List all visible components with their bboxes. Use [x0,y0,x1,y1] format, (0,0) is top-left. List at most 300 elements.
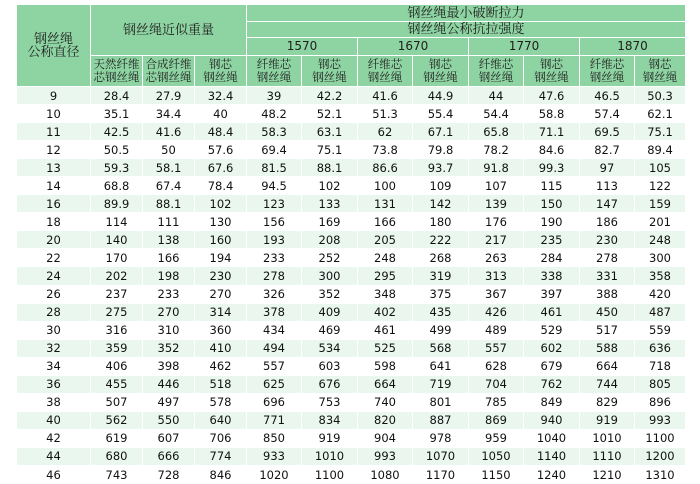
value-cell: 28.4 [91,87,143,105]
value-cell: 940 [524,411,580,429]
value-cell: 378 [247,303,302,321]
value-cell: 47.6 [524,87,580,105]
value-cell: 568 [413,339,469,357]
table-row [17,321,686,339]
value-cell: 641 [413,357,469,375]
diameter-cell: 12 [17,141,91,159]
value-cell: 993 [635,411,686,429]
value-cell: 598 [358,357,413,375]
value-cell: 352 [302,285,358,303]
table-container [16,4,685,484]
value-cell: 69.5 [580,123,635,141]
value-cell: 849 [524,393,580,411]
value-cell: 1240 [524,465,580,483]
value-cell: 740 [358,393,413,411]
header-tensile-strength: 钢丝绳公称抗拉强度 [247,22,686,38]
value-cell: 252 [302,249,358,267]
table-row [17,357,686,375]
value-cell: 358 [635,267,686,285]
value-cell: 65.8 [469,123,524,141]
value-cell: 102 [302,177,358,195]
value-cell: 71.1 [524,123,580,141]
value-cell: 50.3 [635,87,686,105]
value-cell: 1150 [469,465,524,483]
value-cell: 676 [302,375,358,393]
value-cell: 300 [635,249,686,267]
value-cell: 113 [580,177,635,195]
value-cell: 54.4 [469,105,524,123]
value-cell: 62 [358,123,413,141]
value-cell: 360 [195,321,247,339]
value-cell: 50 [143,141,195,159]
value-cell: 993 [358,447,413,465]
value-cell: 84.6 [524,141,580,159]
value-cell: 398 [143,357,195,375]
value-cell: 52.1 [302,105,358,123]
value-cell: 679 [524,357,580,375]
value-cell: 130 [195,213,247,231]
value-cell: 919 [580,411,635,429]
value-cell: 89.4 [635,141,686,159]
value-cell: 111 [143,213,195,231]
value-cell: 455 [91,375,143,393]
diameter-cell: 32 [17,339,91,357]
value-cell: 1040 [524,429,580,447]
value-cell: 235 [524,231,580,249]
value-cell: 762 [524,375,580,393]
value-cell: 41.6 [143,123,195,141]
value-cell: 59.3 [91,159,143,177]
value-cell: 46.5 [580,87,635,105]
value-cell: 190 [524,213,580,231]
value-cell: 771 [247,411,302,429]
header-diameter: 钢丝绳 公称直径 [17,5,91,87]
value-cell: 625 [247,375,302,393]
table-row [17,339,686,357]
value-cell: 728 [143,465,195,483]
value-cell: 409 [302,303,358,321]
value-cell: 233 [247,249,302,267]
value-cell: 194 [195,249,247,267]
value-cell: 131 [358,195,413,213]
value-cell: 640 [195,411,247,429]
value-cell: 222 [413,231,469,249]
value-cell: 88.1 [302,159,358,177]
value-cell: 462 [195,357,247,375]
value-cell: 42.2 [302,87,358,105]
header-grade-1870: 1870 [580,38,686,56]
value-cell: 109 [413,177,469,195]
value-cell: 94.5 [247,177,302,195]
table-row [17,267,686,285]
value-cell: 107 [469,177,524,195]
value-cell: 78.2 [469,141,524,159]
value-cell: 887 [413,411,469,429]
value-cell: 89.9 [91,195,143,213]
value-cell: 348 [358,285,413,303]
value-cell: 78.4 [195,177,247,195]
value-cell: 557 [469,339,524,357]
value-cell: 494 [247,339,302,357]
header-1570-steel-core: 钢芯 钢丝绳 [302,56,358,87]
header-1670-fiber-core: 纤维芯 钢丝绳 [358,56,413,87]
diameter-cell: 38 [17,393,91,411]
header-1570-fiber-core: 纤维芯 钢丝绳 [247,56,302,87]
value-cell: 275 [91,303,143,321]
value-cell: 507 [91,393,143,411]
value-cell: 42.5 [91,123,143,141]
value-cell: 562 [91,411,143,429]
value-cell: 44.9 [413,87,469,105]
table-row [17,195,686,213]
value-cell: 719 [413,375,469,393]
diameter-cell: 14 [17,177,91,195]
value-cell: 497 [143,393,195,411]
value-cell: 133 [302,195,358,213]
value-cell: 420 [635,285,686,303]
value-cell: 1020 [247,465,302,483]
value-cell: 1210 [580,465,635,483]
value-cell: 268 [413,249,469,267]
table-row [17,87,686,105]
value-cell: 550 [143,411,195,429]
value-cell: 32.4 [195,87,247,105]
table-row [17,285,686,303]
value-cell: 534 [302,339,358,357]
value-cell: 313 [469,267,524,285]
value-cell: 1140 [524,447,580,465]
header-breaking-force: 钢丝绳最小破断拉力 [247,5,686,22]
wire-rope-table [16,4,686,484]
value-cell: 67.6 [195,159,247,177]
value-cell: 68.8 [91,177,143,195]
value-cell: 310 [143,321,195,339]
value-cell: 58.3 [247,123,302,141]
table-row [17,231,686,249]
value-cell: 805 [635,375,686,393]
value-cell: 230 [195,267,247,285]
value-cell: 55.4 [413,105,469,123]
value-cell: 147 [580,195,635,213]
value-cell: 41.6 [358,87,413,105]
value-cell: 156 [247,213,302,231]
value-cell: 959 [469,429,524,447]
value-cell: 850 [247,429,302,447]
value-cell: 138 [143,231,195,249]
value-cell: 397 [524,285,580,303]
header-1870-fiber-core: 纤维芯 钢丝绳 [580,56,635,87]
value-cell: 820 [358,411,413,429]
value-cell: 140 [91,231,143,249]
value-cell: 139 [469,195,524,213]
value-cell: 40 [195,105,247,123]
value-cell: 201 [635,213,686,231]
value-cell: 402 [358,303,413,321]
value-cell: 75.1 [302,141,358,159]
value-cell: 406 [91,357,143,375]
value-cell: 696 [247,393,302,411]
diameter-cell: 36 [17,375,91,393]
value-cell: 602 [524,339,580,357]
value-cell: 619 [91,429,143,447]
value-cell: 1010 [580,429,635,447]
diameter-cell: 22 [17,249,91,267]
value-cell: 469 [302,321,358,339]
value-cell: 73.8 [358,141,413,159]
value-cell: 270 [143,303,195,321]
value-cell: 105 [635,159,686,177]
header-1670-steel-core: 钢芯 钢丝绳 [413,56,469,87]
value-cell: 489 [469,321,524,339]
value-cell: 801 [413,393,469,411]
value-cell: 753 [302,393,358,411]
table-row [17,141,686,159]
value-cell: 97 [580,159,635,177]
table-row [17,249,686,267]
value-cell: 123 [247,195,302,213]
value-cell: 706 [195,429,247,447]
value-cell: 159 [635,195,686,213]
value-cell: 829 [580,393,635,411]
value-cell: 63.1 [302,123,358,141]
value-cell: 93.7 [413,159,469,177]
value-cell: 237 [91,285,143,303]
value-cell: 122 [635,177,686,195]
value-cell: 517 [580,321,635,339]
value-cell: 1100 [635,429,686,447]
value-cell: 82.7 [580,141,635,159]
value-cell: 278 [247,267,302,285]
value-cell: 57.6 [195,141,247,159]
value-cell: 1310 [635,465,686,483]
value-cell: 435 [413,303,469,321]
value-cell: 359 [91,339,143,357]
value-cell: 352 [143,339,195,357]
value-cell: 233 [143,285,195,303]
value-cell: 205 [358,231,413,249]
value-cell: 62.1 [635,105,686,123]
value-cell: 169 [302,213,358,231]
value-cell: 284 [524,249,580,267]
value-cell: 869 [469,411,524,429]
table-row [17,159,686,177]
value-cell: 718 [635,357,686,375]
value-cell: 198 [143,267,195,285]
value-cell: 628 [469,357,524,375]
value-cell: 248 [358,249,413,267]
table-row [17,411,686,429]
value-cell: 75.1 [635,123,686,141]
table-row [17,105,686,123]
value-cell: 704 [469,375,524,393]
value-cell: 607 [143,429,195,447]
value-cell: 160 [195,231,247,249]
diameter-cell: 46 [17,465,91,483]
diameter-cell: 20 [17,231,91,249]
header-grade-1570: 1570 [247,38,358,56]
header-natural-fiber-core: 天然纤维 芯钢丝绳 [91,56,143,87]
value-cell: 166 [143,249,195,267]
diameter-cell: 11 [17,123,91,141]
value-cell: 81.5 [247,159,302,177]
value-cell: 744 [580,375,635,393]
value-cell: 170 [91,249,143,267]
diameter-cell: 40 [17,411,91,429]
value-cell: 39 [247,87,302,105]
value-cell: 58.8 [524,105,580,123]
header-1770-fiber-core: 纤维芯 钢丝绳 [469,56,524,87]
value-cell: 263 [469,249,524,267]
value-cell: 785 [469,393,524,411]
value-cell: 166 [358,213,413,231]
value-cell: 51.3 [358,105,413,123]
value-cell: 461 [358,321,413,339]
value-cell: 67.4 [143,177,195,195]
value-cell: 57.4 [580,105,635,123]
value-cell: 664 [358,375,413,393]
value-cell: 834 [302,411,358,429]
value-cell: 557 [247,357,302,375]
value-cell: 450 [580,303,635,321]
diameter-cell: 18 [17,213,91,231]
value-cell: 278 [580,249,635,267]
value-cell: 846 [195,465,247,483]
value-cell: 426 [469,303,524,321]
value-cell: 588 [580,339,635,357]
value-cell: 367 [469,285,524,303]
value-cell: 217 [469,231,524,249]
value-cell: 230 [580,231,635,249]
value-cell: 35.1 [91,105,143,123]
value-cell: 48.4 [195,123,247,141]
value-cell: 1070 [413,447,469,465]
table-row [17,465,686,483]
value-cell: 666 [143,447,195,465]
table-row [17,177,686,195]
value-cell: 525 [358,339,413,357]
value-cell: 150 [524,195,580,213]
value-cell: 559 [635,321,686,339]
diameter-cell: 24 [17,267,91,285]
table-row [17,303,686,321]
table-row [17,429,686,447]
value-cell: 446 [143,375,195,393]
diameter-cell: 44 [17,447,91,465]
diameter-cell: 26 [17,285,91,303]
value-cell: 331 [580,267,635,285]
diameter-cell: 28 [17,303,91,321]
value-cell: 295 [358,267,413,285]
header-grade-1770: 1770 [469,38,580,56]
value-cell: 316 [91,321,143,339]
value-cell: 388 [580,285,635,303]
value-cell: 319 [413,267,469,285]
value-cell: 1080 [358,465,413,483]
value-cell: 529 [524,321,580,339]
diameter-cell: 9 [17,87,91,105]
header-synthetic-fiber-core: 合成纤维 芯钢丝绳 [143,56,195,87]
table-header [17,5,686,87]
diameter-cell: 34 [17,357,91,375]
value-cell: 48.2 [247,105,302,123]
value-cell: 933 [247,447,302,465]
value-cell: 680 [91,447,143,465]
header-steel-core: 钢芯 钢丝绳 [195,56,247,87]
diameter-cell: 42 [17,429,91,447]
value-cell: 1010 [302,447,358,465]
value-cell: 499 [413,321,469,339]
value-cell: 86.6 [358,159,413,177]
value-cell: 270 [195,285,247,303]
value-cell: 375 [413,285,469,303]
value-cell: 603 [302,357,358,375]
value-cell: 115 [524,177,580,195]
header-1770-steel-core: 钢芯 钢丝绳 [524,56,580,87]
value-cell: 743 [91,465,143,483]
value-cell: 1110 [580,447,635,465]
header-grade-1670: 1670 [358,38,469,56]
table-row [17,213,686,231]
value-cell: 27.9 [143,87,195,105]
value-cell: 193 [247,231,302,249]
diameter-cell: 30 [17,321,91,339]
value-cell: 202 [91,267,143,285]
value-cell: 326 [247,285,302,303]
value-cell: 34.4 [143,105,195,123]
value-cell: 69.4 [247,141,302,159]
value-cell: 487 [635,303,686,321]
value-cell: 578 [195,393,247,411]
value-cell: 1200 [635,447,686,465]
value-cell: 88.1 [143,195,195,213]
value-cell: 434 [247,321,302,339]
table-row [17,447,686,465]
value-cell: 114 [91,213,143,231]
value-cell: 176 [469,213,524,231]
value-cell: 44 [469,87,524,105]
diameter-cell: 16 [17,195,91,213]
value-cell: 636 [635,339,686,357]
value-cell: 102 [195,195,247,213]
header-weight: 钢丝绳近似重量 [91,5,247,56]
value-cell: 978 [413,429,469,447]
diameter-cell: 13 [17,159,91,177]
value-cell: 208 [302,231,358,249]
value-cell: 100 [358,177,413,195]
value-cell: 904 [358,429,413,447]
table-body [17,87,686,484]
value-cell: 99.3 [524,159,580,177]
value-cell: 50.5 [91,141,143,159]
value-cell: 314 [195,303,247,321]
value-cell: 79.8 [413,141,469,159]
header-1870-steel-core: 钢芯 钢丝绳 [635,56,686,87]
value-cell: 518 [195,375,247,393]
value-cell: 186 [580,213,635,231]
value-cell: 180 [413,213,469,231]
diameter-cell: 10 [17,105,91,123]
value-cell: 58.1 [143,159,195,177]
value-cell: 91.8 [469,159,524,177]
value-cell: 338 [524,267,580,285]
value-cell: 67.1 [413,123,469,141]
value-cell: 919 [302,429,358,447]
value-cell: 1050 [469,447,524,465]
value-cell: 1170 [413,465,469,483]
value-cell: 1100 [302,465,358,483]
value-cell: 774 [195,447,247,465]
table-row [17,393,686,411]
